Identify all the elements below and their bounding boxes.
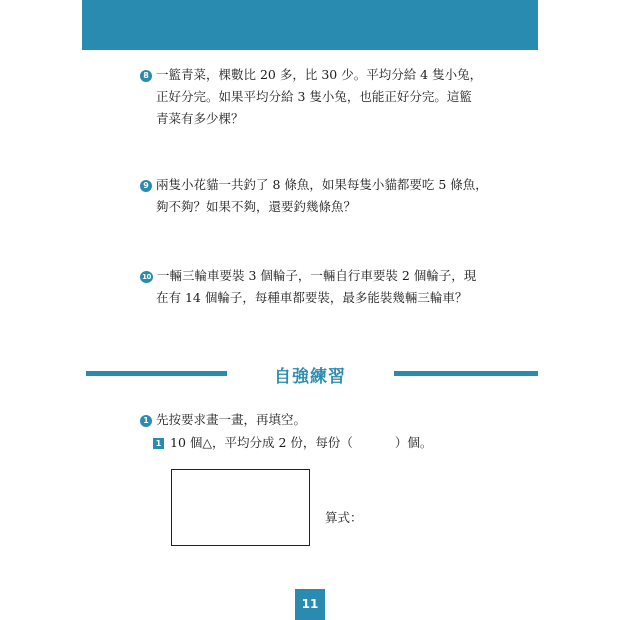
drawing-box[interactable] xyxy=(171,469,310,546)
practice-1 xyxy=(140,409,306,431)
practice-number-badge: 1 xyxy=(140,415,152,427)
question-number-badge: 9 xyxy=(140,180,152,192)
question-text-line: 青菜有多少棵？ xyxy=(156,111,244,126)
question-text-line: 正好分完。如果平均分給 3 隻小兔，也能正好分完。這籃 xyxy=(156,89,472,104)
section-bar-right xyxy=(394,371,538,376)
item-number-badge: 1 xyxy=(153,438,164,449)
practice-instruction: 先按要求畫一畫，再填空。 xyxy=(156,412,307,427)
question-number-badge: 8 xyxy=(140,70,152,82)
page-number: 11 xyxy=(295,589,325,620)
section-bar-left xyxy=(86,371,227,376)
item-text-before: 10 個△，平均分成 2 份，每份（ xyxy=(170,435,353,450)
question-9 xyxy=(140,174,488,218)
formula-label: 算式： xyxy=(325,510,363,525)
question-text-line: 夠不夠？如果不夠，還要釣幾條魚？ xyxy=(156,199,357,214)
header-band xyxy=(82,0,538,50)
question-text-line: 一輛三輪車要裝 3 個輪子，一輛自行車要裝 2 個輪子，現 xyxy=(157,268,477,283)
question-8 xyxy=(140,64,482,130)
question-text-line: 一籃青菜，棵數比 20 多，比 30 少。平均分給 4 隻小兔， xyxy=(156,67,483,82)
question-text-line: 兩隻小花貓一共釣了 8 條魚，如果每隻小貓都要吃 5 條魚， xyxy=(156,177,488,192)
question-10 xyxy=(140,265,476,309)
question-text-line: 在有 14 個輪子，每種車都要裝，最多能裝幾輛三輪車？ xyxy=(156,290,468,305)
practice-item-1 xyxy=(153,432,432,454)
item-text-after: ）個。 xyxy=(394,435,433,450)
question-number-badge: 10 xyxy=(140,271,153,283)
section-title: 自強練習 xyxy=(274,367,346,387)
